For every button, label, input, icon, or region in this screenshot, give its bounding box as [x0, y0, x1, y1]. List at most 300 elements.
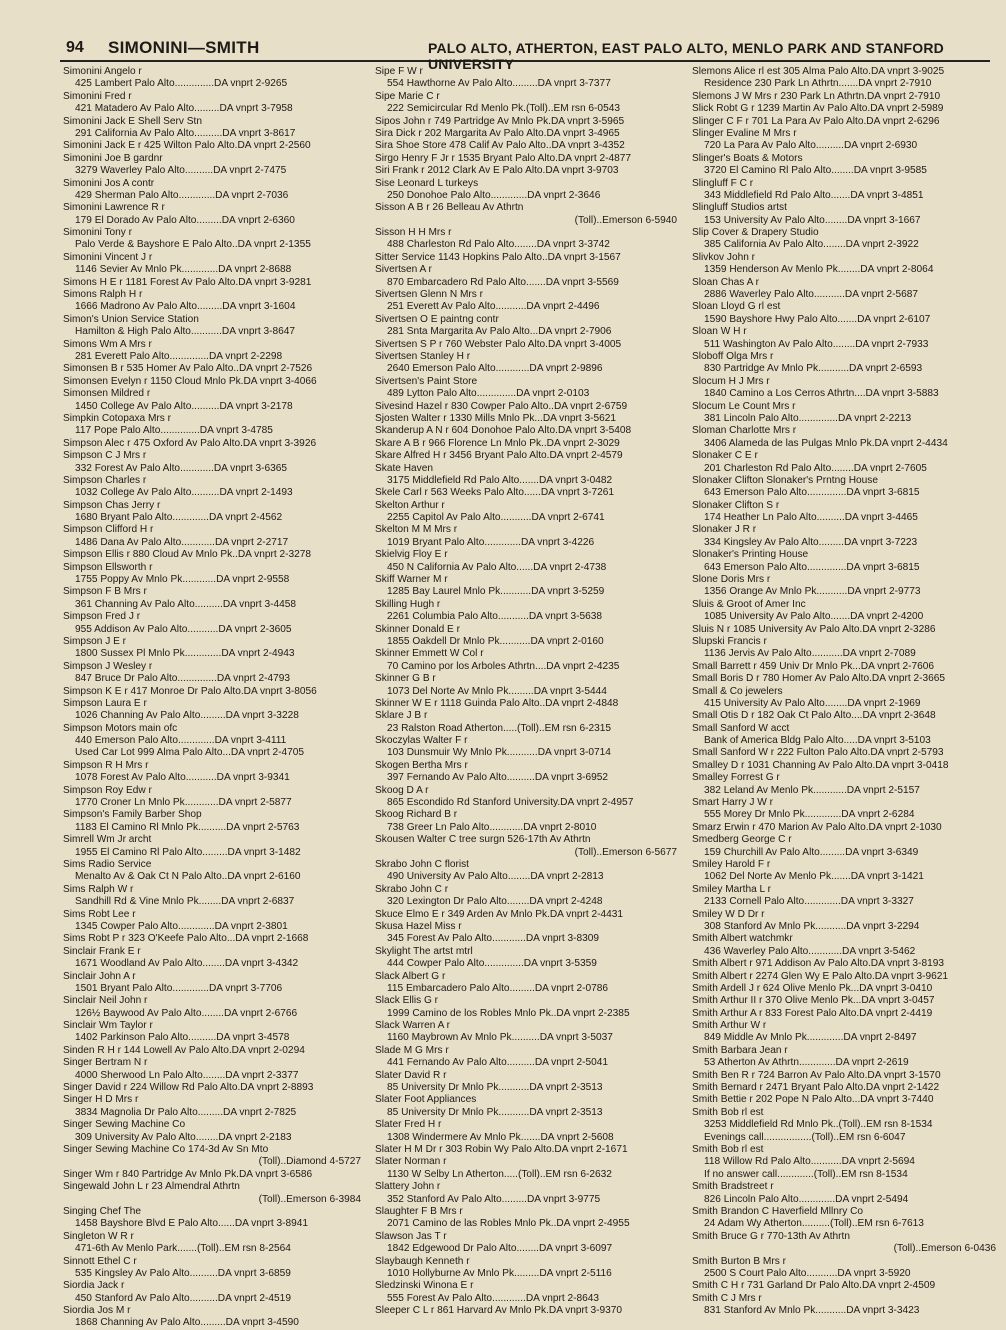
listing-line: 450 Stanford Av Palo Alto..........DA vnprt 2-4519 [75, 1292, 291, 1304]
listing-line: Simonini Jack E Shell Serv Stn [63, 115, 202, 127]
listing-line: 440 Emerson Palo Alto.............DA vnprt 3-4111 [75, 735, 287, 747]
listing-line: Simpson Clifford H r [63, 524, 154, 536]
listing-line: Slawson Jas T r [375, 1230, 447, 1242]
listing-line: Menalto Av & Oak Ct N Palo Alto..DA vnprt 2-6160 [75, 871, 301, 883]
listing-line: Sira Shoe Store 478 Calif Av Palo Alto..DA vnprt 3-4352 [375, 140, 625, 152]
listing-line: Skoczylas Walter F r [375, 735, 468, 747]
listing-line: Sisson H H Mrs r [375, 227, 452, 239]
listing-line: 830 Partridge Av Mnlo Pk...........DA vnprt 2-6593 [704, 363, 923, 375]
listing-line: Slick Robt G r 1239 Martin Av Palo Alto.DA vnprt 2-5989 [692, 103, 944, 115]
listing-line: 2071 Camino de las Robles Mnlo Pk..DA vnprt 2-4955 [387, 1218, 630, 1230]
listing-line: Sjosten Walter r 1330 Mills Mnlo Pk...DA vnprt 3-5621 [375, 412, 617, 424]
listing-line: Simpson R H Mrs r [63, 759, 149, 771]
listing-line: Simon's Union Service Station [63, 313, 199, 325]
listing-line: Slone Doris Mrs r [692, 574, 771, 586]
listing-line: Sira Dick r 202 Margarita Av Palo Alto.DA vnprt 3-4965 [375, 127, 620, 139]
listing-line: Slack Warren A r [375, 1020, 451, 1032]
listing-line: Sinclair Wm Taylor r [63, 1020, 153, 1032]
listing-line: 1402 Parkinson Palo Alto..........DA vnprt 3-4578 [75, 1032, 290, 1044]
listing-line: Singing Chef The [63, 1205, 142, 1217]
listing-line: 251 Everett Av Palo Alto...........DA vnprt 2-4496 [387, 301, 600, 313]
listing-line: Smith Albert watchmkr [692, 933, 793, 945]
listing-line: Small Boris D r 780 Homer Av Palo Alto.DA vnprt 2-3665 [692, 673, 946, 685]
listing-line: Sise Leonard L turkeys [375, 177, 479, 189]
listing-line: 85 University Dr Mnlo Pk...........DA vnprt 2-3513 [387, 1082, 603, 1094]
listing-line: Simons Wm A Mrs r [63, 338, 152, 350]
listing-line: Skare A B r 966 Florence Ln Mnlo Pk..DA vnprt 2-3029 [375, 437, 620, 449]
listing-line: Slonaker Clifton Slonaker's Prntng House [692, 474, 878, 486]
listing-line: Skoog Richard B r [375, 809, 458, 821]
listing-line: Skilling Hugh r [375, 598, 441, 610]
listing-line: Singer Wm r 840 Partridge Av Mnlo Pk.DA vnprt 3-6586 [63, 1168, 313, 1180]
listing-line: 1062 Del Norte Av Menlo Pk.......DA vnprt 3-1421 [704, 871, 924, 883]
listing-line: (Toll)..Emerson 6-5677 [574, 846, 677, 858]
listing-line: Skrabo John C florist [375, 859, 469, 870]
listing-line: 3834 Magnolia Dr Palo Alto.........DA vnprt 2-7825 [75, 1106, 297, 1118]
listing-line: 1136 Jervis Av Palo Alto...........DA vnprt 2-7089 [704, 648, 916, 660]
listing-line: 555 Morey Dr Mnlo Pk.............DA vnprt 2-6284 [704, 809, 915, 821]
listing-line: Simonini Angelo r [63, 66, 142, 77]
listing-line: 1146 Sevier Av Mnlo Pk.............DA vnprt 2-8688 [75, 264, 292, 276]
listing-line: 1671 Woodland Av Palo Alto........DA vnprt 3-4342 [75, 958, 299, 970]
listing-line: 1855 Oakdell Dr Mnlo Pk...........DA vnprt 2-0160 [387, 635, 604, 647]
listing-line: Slip Cover & Drapery Studio [692, 227, 819, 239]
listing-line: Smalley D r 1031 Channing Av Palo Alto.DA vnprt 3-0418 [692, 759, 949, 771]
listing-line: 421 Matadero Av Palo Alto.........DA vnprt 3-7958 [75, 103, 293, 115]
listing-line: Singleton W R r [63, 1230, 134, 1242]
listing-line: 3279 Waverley Palo Alto..........DA vnprt 2-7475 [75, 165, 287, 177]
listing-line: Skelton M M Mrs r [375, 524, 458, 536]
listing-line: 250 Donohoe Palo Alto.............DA vnprt 2-3646 [387, 189, 601, 201]
listing-line: Smith Bob rl est [692, 1106, 764, 1118]
listing-line: 397 Fernando Av Palo Alto..........DA vnprt 3-6952 [387, 772, 609, 784]
listing-line: Smith Bradstreet r [692, 1181, 774, 1193]
listing-line: 643 Emerson Palo Alto..............DA vnprt 3-6815 [704, 487, 920, 499]
listing-line: 1955 El Camino Rl Palo Alto.........DA vnprt 3-1482 [75, 846, 301, 858]
listing-line: Small Sanford W acct [692, 722, 790, 734]
listing-line: 511 Washington Av Palo Alto........DA vnprt 2-7933 [704, 338, 929, 350]
listing-line: Slinger's Boats & Motors [692, 152, 803, 164]
listing-line: Small & Co jewelers [692, 685, 783, 697]
listing-line: 865 Escondido Rd Stanford University.DA vnprt 2-4957 [387, 797, 634, 809]
listing-line: Simonini Fred r [63, 90, 132, 102]
listing-line: Slocum H J Mrs r [692, 375, 770, 387]
listing-line: 291 California Av Palo Alto..........DA vnprt 3-8617 [75, 127, 296, 139]
listing-line: Sivertsen S P r 760 Webster Palo Alto.DA vnprt 3-4005 [375, 338, 622, 350]
directory-column-2 [375, 66, 677, 1317]
listing-line: Skuce Elmo E r 349 Arden Av Mnlo Pk.DA vnprt 2-4431 [375, 908, 624, 920]
listing-line: Smith Bob rl est [692, 1143, 764, 1155]
listing-line: Sirgo Henry F Jr r 1535 Bryant Palo Alto.DA vnprt 2-4877 [375, 152, 632, 164]
listing-line: 153 University Av Palo Alto........DA vnprt 3-1667 [704, 214, 921, 226]
listing-line: Small Sanford W r 222 Fulton Palo Alto.DA vnprt 2-5793 [692, 747, 944, 759]
listing-line: Smart Harry J W r [692, 797, 773, 809]
listing-line: 1130 W Selby Ln Atherton.....(Toll)..EM rsn 6-2632 [387, 1168, 612, 1180]
listing-line: Sivertsen's Paint Store [375, 375, 478, 387]
listing-line: 1085 University Av Palo Alto.......DA vnprt 2-4200 [704, 611, 924, 623]
listing-line: Sinclair Neil John r [63, 995, 148, 1007]
listing-line: 118 Willow Rd Palo Alto...........DA vnprt 2-5694 [704, 1156, 915, 1168]
listing-line: 831 Stanford Av Mnlo Pk...........DA vnprt 3-3423 [704, 1305, 920, 1317]
listing-line: Smiley W D Dr r [692, 908, 765, 920]
listing-line: Smalley Forrest G r [692, 772, 780, 784]
listing-line: Simpson Charles r [63, 474, 147, 486]
listing-line: 24 Adam Wy Atherton..........(Toll)..EM rsn 6-7613 [704, 1218, 924, 1230]
listing-line: Sluis & Groot of Amer Inc [692, 598, 806, 610]
listing-line: Smith Burton B Mrs r [692, 1255, 786, 1267]
listing-line: Simpson J Wesley r [63, 660, 153, 672]
listing-line: Singer Sewing Machine Co 174-3d Av Sn Mto [63, 1143, 269, 1155]
listing-line: 1073 Del Norte Av Mnlo Pk.........DA vnprt 3-5444 [387, 685, 607, 697]
region-title: PALO ALTO, ATHERTON, EAST PALO ALTO, MENLO PARK AND STANFORD UNIVERSITY [428, 40, 944, 72]
listing-line: Skusa Hazel Miss r [375, 920, 462, 932]
listing-line: Sipe F W r [375, 66, 423, 77]
listing-line: Smith C J Mrs r [692, 1292, 762, 1304]
listing-line: 429 Sherman Palo Alto.............DA vnprt 2-7036 [75, 189, 289, 201]
listing-line: Singer Sewing Machine Co [63, 1119, 186, 1131]
listing-line: Sivertsen Glenn N Mrs r [375, 289, 484, 301]
listing-line: Slinger C F r 701 La Para Av Palo Alto.DA vnprt 2-6296 [692, 115, 940, 127]
listing-line: 320 Lexington Dr Palo Alto........DA vnprt 2-4248 [387, 896, 603, 908]
listing-line: 720 La Para Av Palo Alto..........DA vnprt 2-6930 [704, 140, 918, 152]
listing-line: 309 University Av Palo Alto........DA vnprt 2-2183 [75, 1131, 292, 1143]
listing-line: 3406 Alameda de las Pulgas Mnlo Pk.DA vnprt 2-4434 [704, 437, 948, 449]
listing-line: Slack Albert G r [375, 970, 446, 982]
listing-line: 281 Everett Palo Alto..............DA vnprt 2-2298 [75, 350, 283, 362]
listing-line: 382 Leland Av Menlo Pk............DA vnprt 2-5157 [704, 784, 920, 796]
listing-line: Simpson Alec r 475 Oxford Av Palo Alto.DA vnprt 3-3926 [63, 437, 317, 449]
listing-line: Slonaker's Printing House [692, 549, 809, 561]
listing-line: 2886 Waverley Palo Alto...........DA vnprt 2-5687 [704, 289, 919, 301]
listing-line: Simpson Ellis r 880 Cloud Av Mnlo Pk..DA vnprt 2-3278 [63, 549, 311, 561]
listing-line: Skinner Donald E r [375, 623, 460, 635]
listing-line: Slemons Alice rl est 305 Alma Palo Alto.DA vnprt 3-9025 [692, 66, 945, 77]
listing-line: Slocum Le Count Mrs r [692, 400, 796, 412]
listing-line: 1078 Forest Av Palo Alto...........DA vnprt 3-9341 [75, 772, 290, 784]
listing-line: Skiff Warner M r [375, 574, 448, 586]
listing-line: Smith Ardell J r 624 Olive Menlo Pk...DA vnprt 3-0410 [692, 982, 933, 994]
listing-line: Skanderup A N r 604 Donohoe Palo Alto.DA vnprt 3-5408 [375, 425, 632, 437]
listing-line: 436 Waverley Palo Alto............DA vnprt 3-5462 [704, 945, 916, 957]
listing-line: 826 Lincoln Palo Alto.............DA vnprt 2-5494 [704, 1193, 909, 1205]
listing-line: 361 Channing Av Palo Alto..........DA vnprt 3-4458 [75, 598, 297, 610]
listing-line: Smith Barbara Jean r [692, 1044, 788, 1056]
listing-line: Smith Arthur W r [692, 1020, 767, 1032]
listing-line: Small Otis D r 182 Oak Ct Palo Alto....DA vnprt 2-3648 [692, 710, 936, 722]
listing-line: Slonaker Clifton S r [692, 499, 780, 511]
page-number: 94 [66, 39, 84, 56]
listing-line: Simons H E r 1181 Forest Av Palo Alto.DA vnprt 3-9281 [63, 276, 312, 288]
listing-line: 425 Lambert Palo Alto..............DA vnprt 2-9265 [75, 78, 288, 90]
listing-line: 381 Lincoln Palo Alto..............DA vnprt 2-2213 [704, 412, 912, 424]
listing-line: Skielvig Floy E r [375, 549, 448, 561]
listing-line: Skylight The artst mtrl [375, 945, 473, 957]
listing-line: Sandhill Rd & Vine Mnlo Pk........DA vnprt 2-6837 [75, 896, 295, 908]
listing-line: 1356 Orange Av Mnlo Pk...........DA vnprt 2-9773 [704, 586, 921, 598]
listing-line: (Toll)..Diamond 4-5727 [258, 1156, 361, 1168]
listing-line: Evenings call.................(Toll)..EM rsn 6-6047 [704, 1131, 906, 1143]
listing-line: Simpson J E r [63, 635, 127, 647]
listing-line: 1770 Croner Ln Mnlo Pk............DA vnprt 2-5877 [75, 797, 292, 809]
listing-line: Slaybaugh Kenneth r [375, 1255, 470, 1267]
listing-line: 126½ Baywood Av Palo Alto........DA vnprt 2-6766 [75, 1007, 298, 1019]
listing-line: Skinner W E r 1118 Guinda Palo Alto..DA vnprt 2-4848 [375, 697, 619, 709]
listing-line: 117 Pope Palo Alto..............DA vnprt 3-4785 [75, 425, 273, 437]
listing-line: Skoog D A r [375, 784, 429, 796]
listing-line: 70 Camino por los Arboles Athrtn....DA vnprt 2-4235 [387, 660, 620, 672]
listing-line: Sloboff Olga Mrs r [692, 350, 774, 362]
listing-line: Slingluff Studios artst [692, 202, 787, 214]
listing-line: Skelton Arthur r [375, 499, 445, 511]
listing-line: If no answer call.............(Toll)..EM rsn 8-1534 [704, 1168, 908, 1180]
listing-line: Sloan Chas A r [692, 276, 759, 288]
listing-line: Sledzinski Winona E r [375, 1280, 474, 1292]
listing-line: Slater Fred H r [375, 1119, 442, 1131]
listing-line: Sleeper C L r 861 Harvard Av Mnlo Pk.DA vnprt 3-9370 [375, 1305, 623, 1317]
listing-line: Palo Verde & Bayshore E Palo Alto..DA vnprt 2-1355 [75, 239, 311, 251]
listing-line: Singer David r 224 Willow Rd Palo Alto.DA vnprt 2-8893 [63, 1082, 314, 1094]
listing-line: Sims Ralph W r [63, 883, 134, 895]
listing-line: Slater Norman r [375, 1156, 447, 1168]
listing-line: Sloan W H r [692, 326, 747, 338]
listing-line: Sims Robt P r 323 O'Keefe Palo Alto...DA vnprt 2-1668 [63, 933, 309, 945]
listing-line: Sipe Marie C r [375, 90, 440, 102]
listing-line: Slater Foot Appliances [375, 1094, 477, 1106]
listing-line: 201 Charleston Rd Palo Alto........DA vnprt 2-7605 [704, 462, 927, 474]
listing-line: 385 California Av Palo Alto........DA vnprt 2-3922 [704, 239, 919, 251]
listing-line: 85 University Dr Mnlo Pk...........DA vnprt 2-3513 [387, 1106, 603, 1118]
listing-line: Simonsen B r 535 Homer Av Palo Alto..DA vnprt 2-7526 [63, 363, 313, 375]
listing-line: Smith Ben R r 724 Barron Av Palo Alto.DA vnprt 3-1570 [692, 1069, 941, 1081]
listing-line: 444 Cowper Palo Alto..............DA vnprt 3-5359 [387, 958, 597, 970]
listing-line: 1999 Camino de los Robles Mnlo Pk..DA vnprt 2-2385 [387, 1007, 630, 1019]
listing-line: Simonini Jack E r 425 Wilton Palo Alto.DA vnprt 2-2560 [63, 140, 311, 152]
listing-line: Skinner G B r [375, 673, 436, 685]
listing-line: 3720 El Camino Rl Palo Alto........DA vnprt 3-9585 [704, 165, 927, 177]
listing-line: 1308 Windermere Av Mnlo Pk.......DA vnprt 2-5608 [387, 1131, 614, 1143]
listing-line: 870 Embarcadero Rd Palo Alto.......DA vnprt 3-5569 [387, 276, 619, 288]
listing-line: Sinnott Ethel C r [63, 1255, 137, 1267]
listing-line: 643 Emerson Palo Alto..............DA vnprt 3-6815 [704, 561, 920, 573]
listing-line: 23 Ralston Road Atherton.....(Toll)..EM rsn 6-2315 [387, 722, 611, 734]
listing-line: 308 Stanford Av Mnlo Pk...........DA vnprt 3-2294 [704, 920, 920, 932]
listing-line: 535 Kingsley Av Palo Alto..........DA vnprt 3-6859 [75, 1267, 291, 1279]
listing-line: Smith Albert r 971 Addison Av Palo Alto.DA vnprt 3-8193 [692, 958, 944, 970]
listing-line: Slaughter F B Mrs r [375, 1205, 463, 1217]
listing-line: Smith Arthur II r 370 Olive Menlo Pk...DA vnprt 3-0457 [692, 995, 935, 1007]
listing-line: Smith Bernard r 2471 Bryant Palo Alto.DA vnprt 2-1422 [692, 1082, 940, 1094]
listing-line: Skousen Walter C tree surgn 526-17th Av Athrtn [375, 834, 591, 846]
listing-line: 174 Heather Ln Palo Alto..........DA vnprt 3-4465 [704, 512, 918, 524]
listing-line: 555 Forest Av Palo Alto............DA vnprt 2-8643 [387, 1292, 599, 1304]
listing-line: Simpkin Cotopaxa Mrs r [63, 412, 172, 424]
listing-line: Residence 230 Park Ln Athrtn.......DA vnprt 2-7910 [704, 78, 932, 90]
listing-line: Smiley Martha L r [692, 883, 771, 895]
listing-line: Smarz Erwin r 470 Marion Av Palo Alto.DA vnprt 2-1030 [692, 821, 942, 833]
listing-line: (Toll)..Emerson 6-5940 [574, 214, 677, 226]
listing-line: Simpson F B Mrs r [63, 586, 147, 598]
listing-line: 159 Churchill Av Palo Alto.........DA vnprt 3-6349 [704, 846, 919, 858]
listing-line: 1010 Hollyburne Av Mnlo Pk.........DA vnprt 2-5116 [387, 1267, 612, 1279]
listing-line: Singer Bertram N r [63, 1057, 148, 1069]
listing-line: 2640 Emerson Palo Alto............DA vnprt 2-9896 [387, 363, 603, 375]
listing-line: 1183 El Camino Rl Mnlo Pk..........DA vnprt 2-5763 [75, 821, 300, 833]
listing-line: 1666 Madrono Av Palo Alto.........DA vnprt 3-1604 [75, 301, 296, 313]
listing-line: Smith C H r 731 Garland Dr Palo Alto.DA vnprt 2-4509 [692, 1280, 936, 1292]
directory-column-3 [692, 66, 996, 1317]
listing-line: Sivertsen Stanley H r [375, 350, 471, 362]
listing-line: Simonini Jos A contr [63, 177, 155, 189]
running-head: SIMONINI—SMITH [108, 38, 260, 57]
listing-line: 847 Bruce Dr Palo Alto..............DA vnprt 2-4793 [75, 673, 290, 685]
listing-line: Sims Radio Service [63, 859, 152, 870]
listing-line: Sinclair John A r [63, 970, 136, 982]
listing-line: Sklare J B r [375, 710, 428, 722]
listing-line: Sinden R H r 144 Lowell Av Palo Alto.DA vnprt 2-0294 [63, 1044, 305, 1056]
listing-line: Slonaker C E r [692, 450, 758, 462]
listing-line: 1501 Bryant Palo Alto.............DA vnprt 3-7706 [75, 982, 283, 994]
listing-line: Sivesind Hazel r 830 Cowper Palo Alto..DA vnprt 2-6759 [375, 400, 628, 412]
listing-line: 1032 College Av Palo Alto..........DA vnprt 2-1493 [75, 487, 293, 499]
listing-line: Siordia Jos M r [63, 1305, 131, 1317]
listing-line: Slemons J W Mrs r 230 Park Ln Athrtn.DA vnprt 2-7910 [692, 90, 941, 102]
listing-line: (Toll)..Emerson 6-3984 [258, 1193, 361, 1205]
listing-line: Bank of America Bldg Palo Alto.....DA vnprt 3-5103 [704, 735, 931, 747]
listing-line: Skate Haven [375, 462, 433, 474]
listing-line: 1458 Bayshore Blvd E Palo Alto......DA vnprt 3-8941 [75, 1218, 309, 1230]
listing-line: Simonsen Mildred r [63, 388, 151, 400]
listing-line: 554 Hawthorne Av Palo Alto.........DA vnprt 3-7377 [387, 78, 611, 90]
listing-line: 4000 Sherwood Ln Palo Alto........DA vnprt 2-3377 [75, 1069, 299, 1081]
listing-line: Skare Alfred H r 3456 Bryant Palo Alto.DA vnprt 2-4579 [375, 450, 623, 462]
listing-line: Siordia Jack r [63, 1280, 125, 1292]
directory-column-1 [63, 66, 361, 1329]
listing-line: 343 Middlefield Rd Palo Alto.......DA vnprt 3-4851 [704, 189, 924, 201]
listing-line: 450 N California Av Palo Alto......DA vnprt 2-4738 [387, 561, 607, 573]
listing-line: Sloman Charlotte Mrs r [692, 425, 797, 437]
listing-line: Sivertsen A r [375, 264, 432, 276]
listing-line: 2255 Capitol Av Palo Alto...........DA vnprt 2-6741 [387, 512, 605, 524]
listing-line: 1450 College Av Palo Alto..........DA vnprt 3-2178 [75, 400, 293, 412]
listing-line: Simpson Roy Edw r [63, 784, 152, 796]
listing-line: 489 Lytton Palo Alto..............DA vnprt 2-0103 [387, 388, 590, 400]
listing-line: Simpson Chas Jerry r [63, 499, 161, 511]
listing-line: Simonsen Evelyn r 1150 Cloud Mnlo Pk.DA vnprt 3-4066 [63, 375, 317, 387]
listing-line: Smiley Harold F r [692, 859, 771, 870]
listing-line: Skogen Bertha Mrs r [375, 759, 468, 771]
listing-line: Simons Ralph H r [63, 289, 143, 301]
listing-line: Slingluff F C r [692, 177, 754, 189]
listing-line: Simonini Lawrence R r [63, 202, 165, 214]
listing-line: 332 Forest Av Palo Alto............DA vnprt 3-6365 [75, 462, 287, 474]
listing-line: Skrabo John C r [375, 883, 449, 895]
listing-line: Slattery John r [375, 1181, 441, 1193]
listing-line: 1486 Dana Av Palo Alto............DA vnprt 2-2717 [75, 536, 289, 548]
listing-line: 1019 Bryant Palo Alto.............DA vnprt 3-4226 [387, 536, 595, 548]
listing-line: Smedberg George C r [692, 834, 792, 846]
listing-line: Simpson's Family Barber Shop [63, 809, 202, 821]
listing-line: (Toll)..Emerson 6-0436 [893, 1243, 996, 1255]
listing-line: 1160 Maybrown Av Mnlo Pk..........DA vnprt 3-5037 [387, 1032, 613, 1044]
listing-line: Siri Frank r 2012 Clark Av E Palo Alto.DA vnprt 3-9703 [375, 165, 619, 177]
listing-line: Sloan Lloyd G rl est [692, 301, 781, 313]
listing-line: Smith Brandon C Haverfield Mllnry Co [692, 1205, 864, 1217]
listing-line: 352 Stanford Av Palo Alto.........DA vnprt 3-9775 [387, 1193, 601, 1205]
listing-line: Simpson Laura E r [63, 697, 147, 709]
listing-line: Used Car Lot 999 Alma Palo Alto...DA vnprt 2-4705 [75, 747, 305, 759]
listing-line: Simonini Joe B gardnr [63, 152, 163, 164]
listing-line: 2500 S Court Palo Alto...........DA vnprt 3-5920 [704, 1267, 911, 1279]
listing-line: 281 Snta Margarita Av Palo Alto...DA vnprt 2-7906 [387, 326, 612, 338]
listing-line: Simrell Wm Jr archt [63, 834, 152, 846]
listing-line: Singer H D Mrs r [63, 1094, 139, 1106]
listing-line: Simpson Ellsworth r [63, 561, 153, 573]
listing-line: Simpson Motors main ofc [63, 722, 178, 734]
listing-line: 179 El Dorado Av Palo Alto.........DA vnprt 2-6360 [75, 214, 295, 226]
listing-line: 1868 Channing Av Palo Alto.........DA vnprt 3-4590 [75, 1317, 299, 1329]
listing-line: 490 University Av Palo Alto........DA vnprt 2-2813 [387, 871, 604, 883]
listing-line: 1755 Poppy Av Mnlo Pk............DA vnprt 2-9558 [75, 574, 290, 586]
listing-line: 3175 Middlefield Rd Palo Alto.......DA vnprt 3-0482 [387, 474, 613, 486]
listing-line: 115 Embarcadero Palo Alto.........DA vnprt 2-0786 [387, 982, 608, 994]
listing-line: Smith Bettie r 202 Pope N Palo Alto...DA vnprt 3-7440 [692, 1094, 934, 1106]
listing-line: Sims Robt Lee r [63, 908, 136, 920]
listing-line: 1680 Bryant Palo Alto.............DA vnprt 2-4562 [75, 512, 283, 524]
listing-line: 441 Fernando Av Palo Alto..........DA vnprt 2-5041 [387, 1057, 609, 1069]
listing-line: Smith Bruce G r 770-13th Av Athrtn [692, 1230, 850, 1242]
listing-line: Slade M G Mrs r [375, 1044, 449, 1056]
listing-line: Skele Carl r 563 Weeks Palo Alto......DA vnprt 3-7261 [375, 487, 614, 499]
listing-line: 2133 Cornell Palo Alto.............DA vnprt 3-3327 [704, 896, 914, 908]
listing-line: 2261 Columbia Palo Alto...........DA vnprt 3-5638 [387, 611, 602, 623]
listing-line: 471-6th Av Menlo Park.......(Toll)..EM rsn 8-2564 [75, 1243, 291, 1255]
listing-line: Small Barrett r 459 Univ Dr Mnlo Pk...DA vnprt 2-7606 [692, 660, 934, 672]
listing-line: Sisson A B r 26 Belleau Av Athrtn [375, 202, 524, 214]
listing-line: Slater H M Dr r 303 Robin Wy Palo Alto.DA vnprt 2-1671 [375, 1143, 628, 1155]
listing-line: Skinner Emmett W Col r [375, 648, 484, 660]
listing-line: Sluis N r 1085 University Av Palo Alto.DA vnprt 2-3286 [692, 623, 936, 635]
listing-line: Simpson Fred J r [63, 611, 141, 623]
listing-line: Slupski Francis r [692, 635, 767, 647]
listing-line: Simonini Tony r [63, 227, 133, 239]
listing-line: Slonaker J R r [692, 524, 757, 536]
listing-line: Sipos John r 749 Partridge Av Mnlo Pk.DA vnprt 3-5965 [375, 115, 625, 127]
listing-line: 415 University Av Palo Alto........DA vnprt 2-1969 [704, 697, 921, 709]
listing-line: 1842 Edgewood Dr Palo Alto........DA vnprt 3-6097 [387, 1243, 613, 1255]
listing-line: Slack Ellis G r [375, 995, 439, 1007]
listing-line: 1359 Henderson Av Menlo Pk........DA vnprt 2-8064 [704, 264, 934, 276]
listing-line: Sinclair Frank E r [63, 945, 141, 957]
listing-line: Singewald John L r 23 Almendral Athrtn [63, 1181, 240, 1193]
listing-line: Smith Arthur A r 833 Forest Palo Alto.DA vnprt 2-4419 [692, 1007, 933, 1019]
listing-line: Sivertsen O E paintng contr [375, 313, 499, 325]
listing-line: Simpson C J Mrs r [63, 450, 147, 462]
listing-line: 849 Middle Av Mnlo Pk.............DA vnprt 2-8497 [704, 1032, 917, 1044]
listing-line: 1285 Bay Laurel Mnlo Pk...........DA vnprt 3-5259 [387, 586, 605, 598]
listing-line: 1840 Camino a Los Cerros Athrtn....DA vnprt 3-5883 [704, 388, 939, 400]
listing-line: 738 Greer Ln Palo Alto............DA vnprt 2-8010 [387, 821, 597, 833]
listing-line: 1590 Bayshore Hwy Palo Alto.......DA vnprt 2-6107 [704, 313, 931, 325]
listing-line: Hamilton & High Palo Alto...........DA vnprt 3-8647 [75, 326, 296, 338]
listing-line: 222 Semicircular Rd Menlo Pk.(Toll)..EM rsn 6-0543 [387, 103, 620, 115]
listing-line: Simonini Vincent J r [63, 251, 153, 263]
listing-line: 334 Kingsley Av Palo Alto.........DA vnprt 3-7223 [704, 536, 918, 548]
listing-line: 1026 Channing Av Palo Alto.........DA vnprt 3-3228 [75, 710, 299, 722]
listing-line: 3253 Middlefield Rd Mnlo Pk..(Toll)..EM rsn 8-1534 [704, 1119, 933, 1131]
listing-line: Slater David R r [375, 1069, 447, 1081]
listing-line: 345 Forest Av Palo Alto............DA vnprt 3-8309 [387, 933, 599, 945]
listing-line: 1800 Sussex Pl Mnlo Pk.............DA vnprt 2-4943 [75, 648, 295, 660]
